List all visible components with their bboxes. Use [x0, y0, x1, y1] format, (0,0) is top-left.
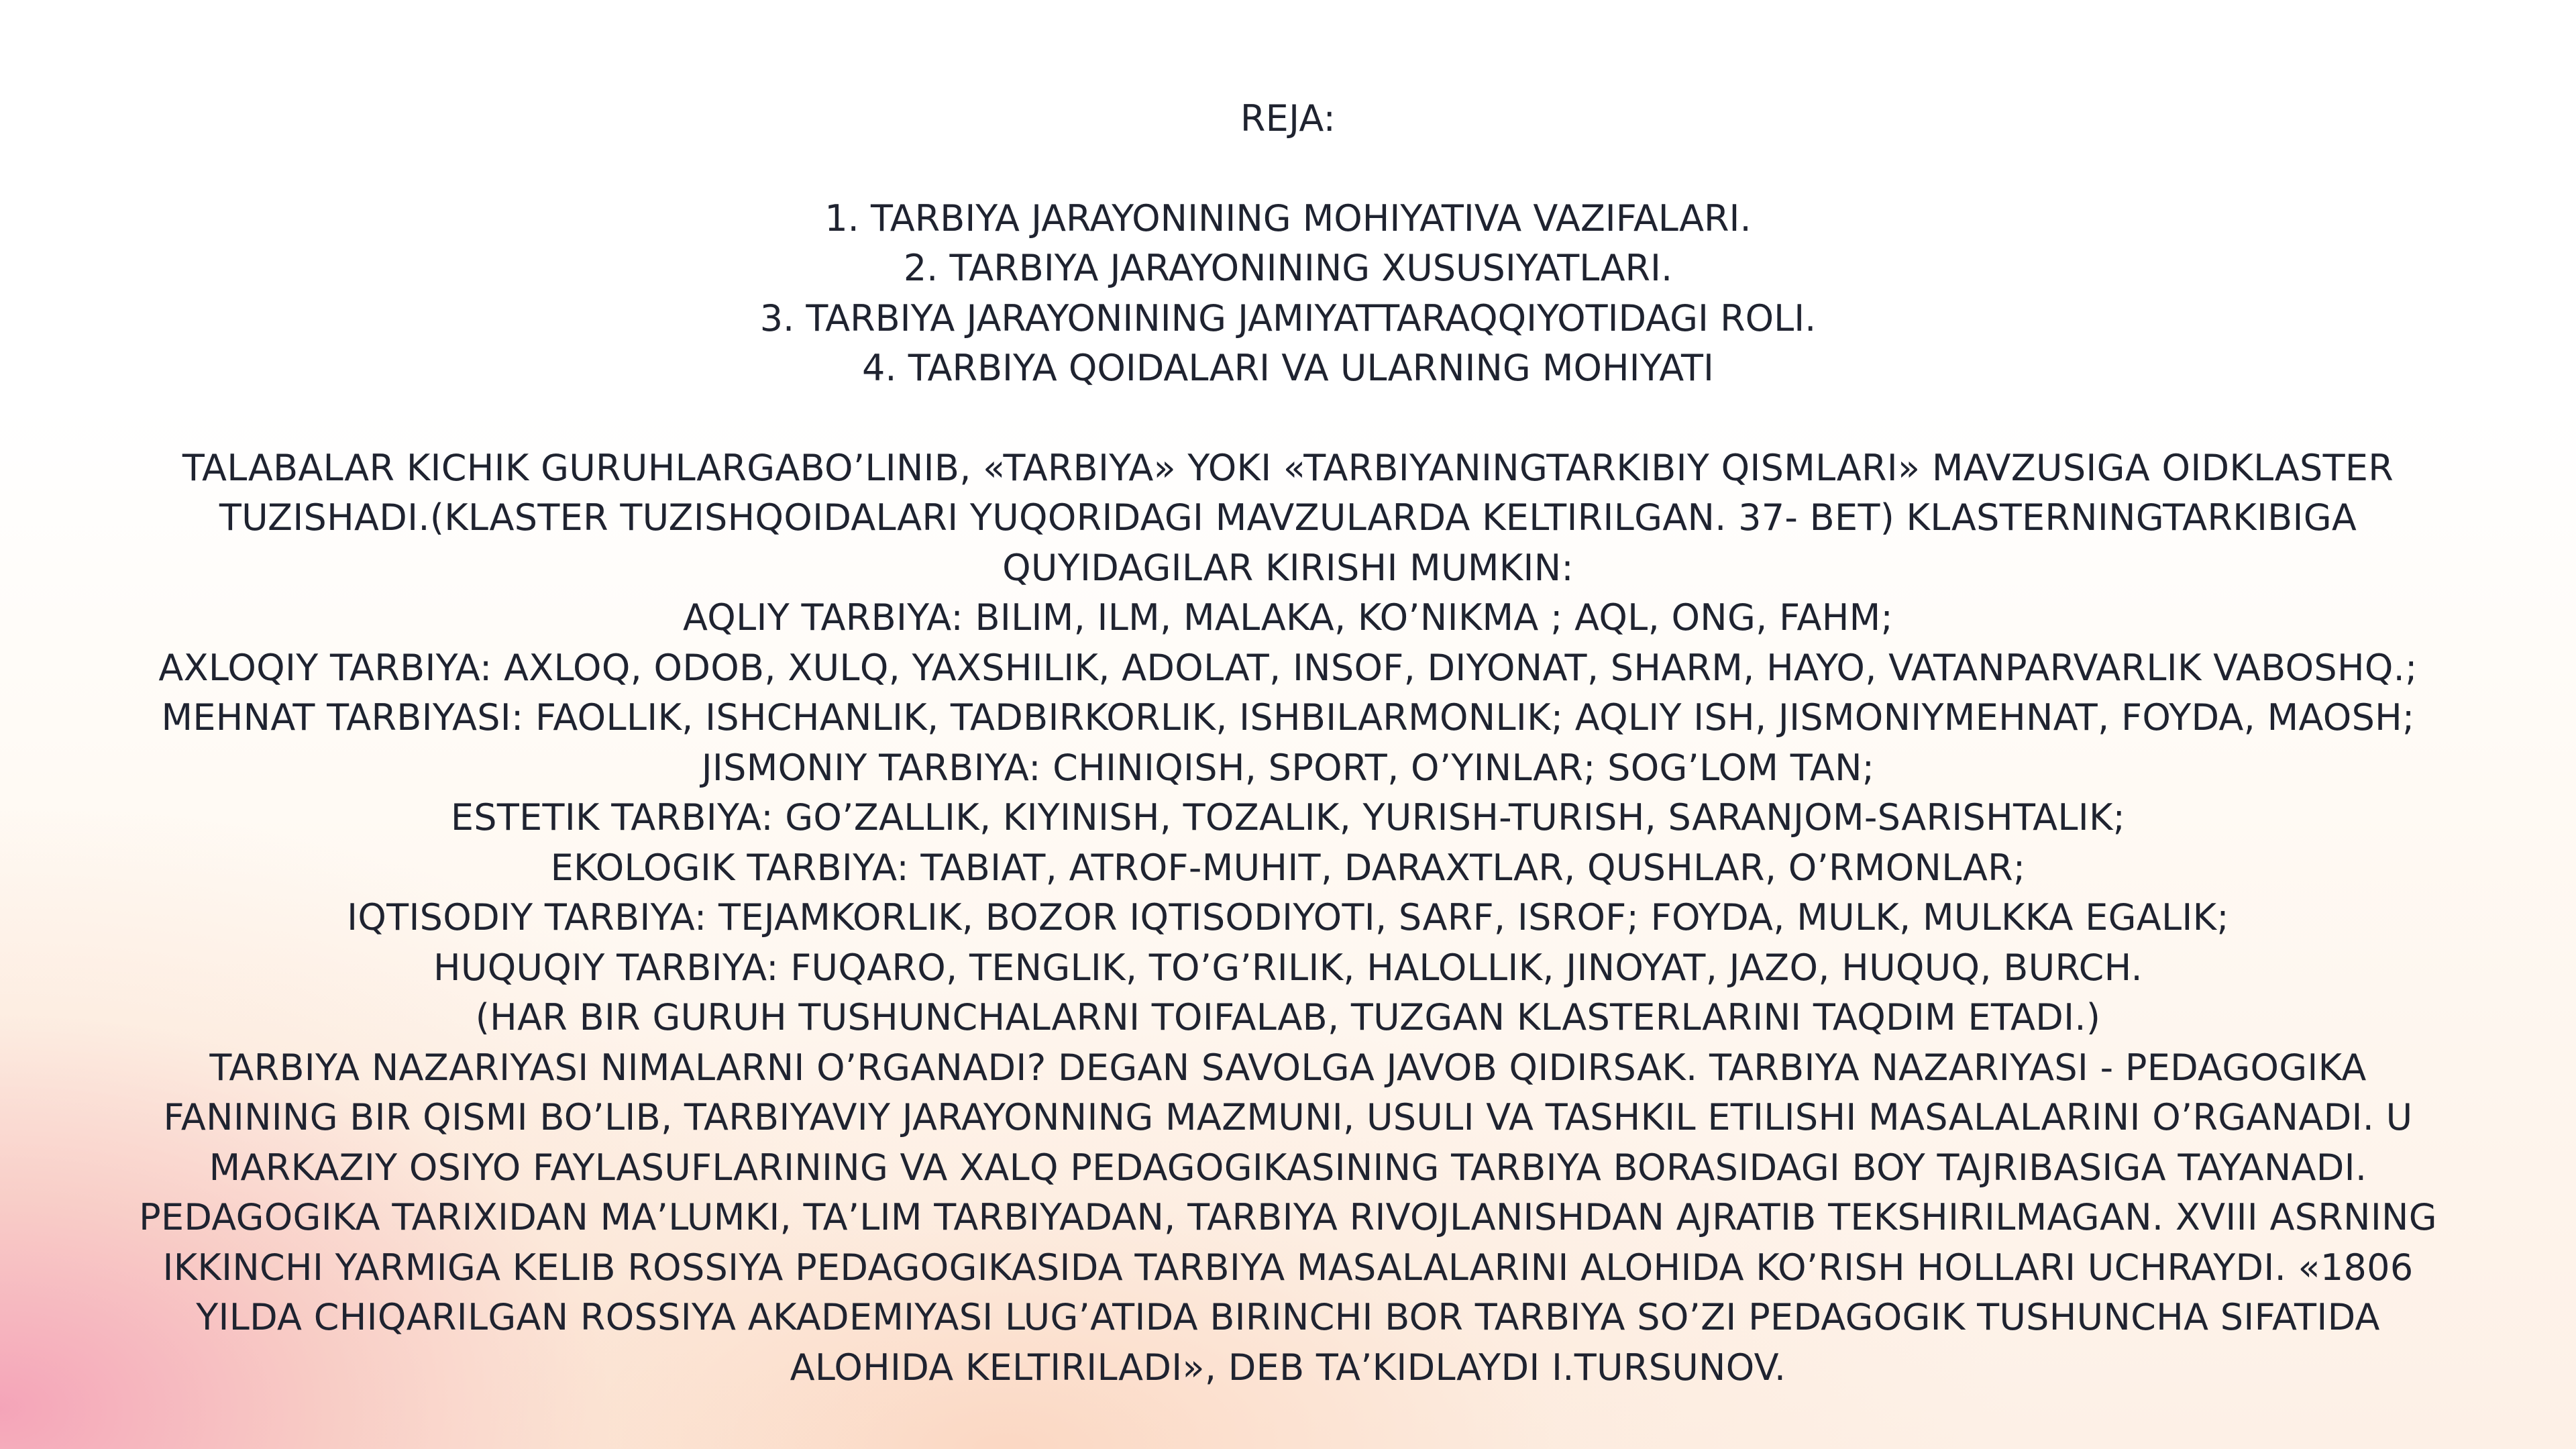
plan-item: 2. TARBIYA JARAYONINING XUSUSIYATLARI.: [903, 247, 1673, 289]
theory-line: FANINING BIR QISMI BO’LIB, TARBIYAVIY JARAYONNING MAZMUNI, USULI VA TASHKIL ETILISHI MASALALARINI O’RGANADI. U: [163, 1096, 2413, 1138]
spacer: [67, 144, 2509, 194]
plan-heading: REJA:: [1240, 97, 1336, 140]
category-line: MEHNAT TARBIYASI: FAOLLIK, ISHCHANLIK, TADBIRKORLIK, ISHBILARMONLIK; AQLIY ISH, JISMONIYMEHNAT, FOYDA, MAOSH;: [161, 696, 2415, 739]
theory-line: YILDA CHIQARILGAN ROSSIYA AKADEMIYASI LUG’ATIDA BIRINCHI BOR TARBIYA SO’ZI PEDAGOGIK TUSHUNCHA SIFATIDA: [196, 1296, 2380, 1338]
task-line: TUZISHADI.(KLASTER TUZISHQOIDALARI YUQORIDAGI MAVZULARDA KELTIRILGAN. 37- BET) KLASTERNINGTARKIBIGA: [219, 496, 2357, 539]
theory-line: ALOHIDA KELTIRILADI», DEB TA’KIDLAYDI I.TURSUNOV.: [790, 1346, 1786, 1389]
plan-list: [67, 194, 2509, 394]
theory-line: PEDAGOGIKA TARIXIDAN MA’LUMKI, TA’LIM TARBIYADAN, TARBIYA RIVOJLANISHDAN AJRATIB TEKSHIRILMAGAN. XVIII ASRNING: [139, 1196, 2437, 1238]
category-line: AXLOQIY TARBIYA: AXLOQ, ODOB, XULQ, YAXSHILIK, ADOLAT, INSOF, DIYONAT, SHARM, HAYO, VATANPARVARLIK VABOSHQ.;: [158, 646, 2418, 689]
category-line: JISMONIY TARBIYA: CHINIQISH, SPORT, O’YINLAR; SOG’LOM TAN;: [701, 746, 1875, 789]
theory-line: MARKAZIY OSIYO FAYLASUFLARINING VA XALQ PEDAGOGIKASINING TARBIYA BORASIDAGI BOY TAJRIBASIGA TAYANADI.: [209, 1146, 2367, 1189]
category-line: ESTETIK TARBIYA: GO’ZALLIK, KIYINISH, TOZALIK, YURISH-TURISH, SARANJOM-SARISHTALIK;: [450, 796, 2126, 839]
category-line: IQTISODIY TARBIYA: TEJAMKORLIK, BOZOR IQTISODIYOTI, SARF, ISROF; FOYDA, MULK, MULKKA EGALIK;: [347, 896, 2229, 938]
theory-line: TARBIYA NAZARIYASI NIMALARNI O’RGANADI? DEGAN SAVOLGA JAVOB QIDIRSAK. TARBIYA NAZARIYASI - PEDAGOGIKA: [209, 1046, 2367, 1089]
category-line: EKOLOGIK TARBIYA: TABIAT, ATROF-MUHIT, DARAXTLAR, QUSHLAR, O’RMONLAR;: [550, 846, 2026, 889]
category-list: [67, 593, 2509, 1043]
plan-item: 1. TARBIYA JARAYONINING MOHIYATIVA VAZIFALARI.: [824, 197, 1752, 239]
plan-item: 4. TARBIYA QOIDALARI VA ULARNING MOHIYATI: [862, 347, 1714, 389]
spacer: [67, 394, 2509, 443]
category-line: HUQUQIY TARBIYA: FUQARO, TENGLIK, TO’G’RILIK, HALOLLIK, JINOYAT, JAZO, HUQUQ, BURCH.: [433, 946, 2143, 989]
category-note: (HAR BIR GURUH TUSHUNCHALARNI TOIFALAB, TUZGAN KLASTERLARINI TAQDIM ETADI.): [475, 996, 2101, 1038]
task-line: TALABALAR KICHIK GURUHLARGABO’LINIB, «TARBIYA» YOKI «TARBIYANINGTARKIBIY QISMLARI» MAVZUSIGA OIDKLASTER: [182, 446, 2394, 489]
plan-item: 3. TARBIYA JARAYONINING JAMIYATTARAQQIYOTIDAGI ROLI.: [759, 297, 1817, 339]
task-paragraph: [67, 443, 2509, 594]
task-line: QUYIDAGILAR KIRISHI MUMKIN:: [1002, 546, 1574, 589]
category-line: AQLIY TARBIYA: BILIM, ILM, MALAKA, KO’NIKMA ; AQL, ONG, FAHM;: [682, 596, 1894, 639]
theory-paragraph: [67, 1043, 2509, 1393]
theory-line: IKKINCHI YARMIGA KELIB ROSSIYA PEDAGOGIKASIDA TARBIYA MASALALARINI ALOHIDA KO’RISH HOLLARI UCHRAYDI. «1806: [162, 1246, 2414, 1289]
